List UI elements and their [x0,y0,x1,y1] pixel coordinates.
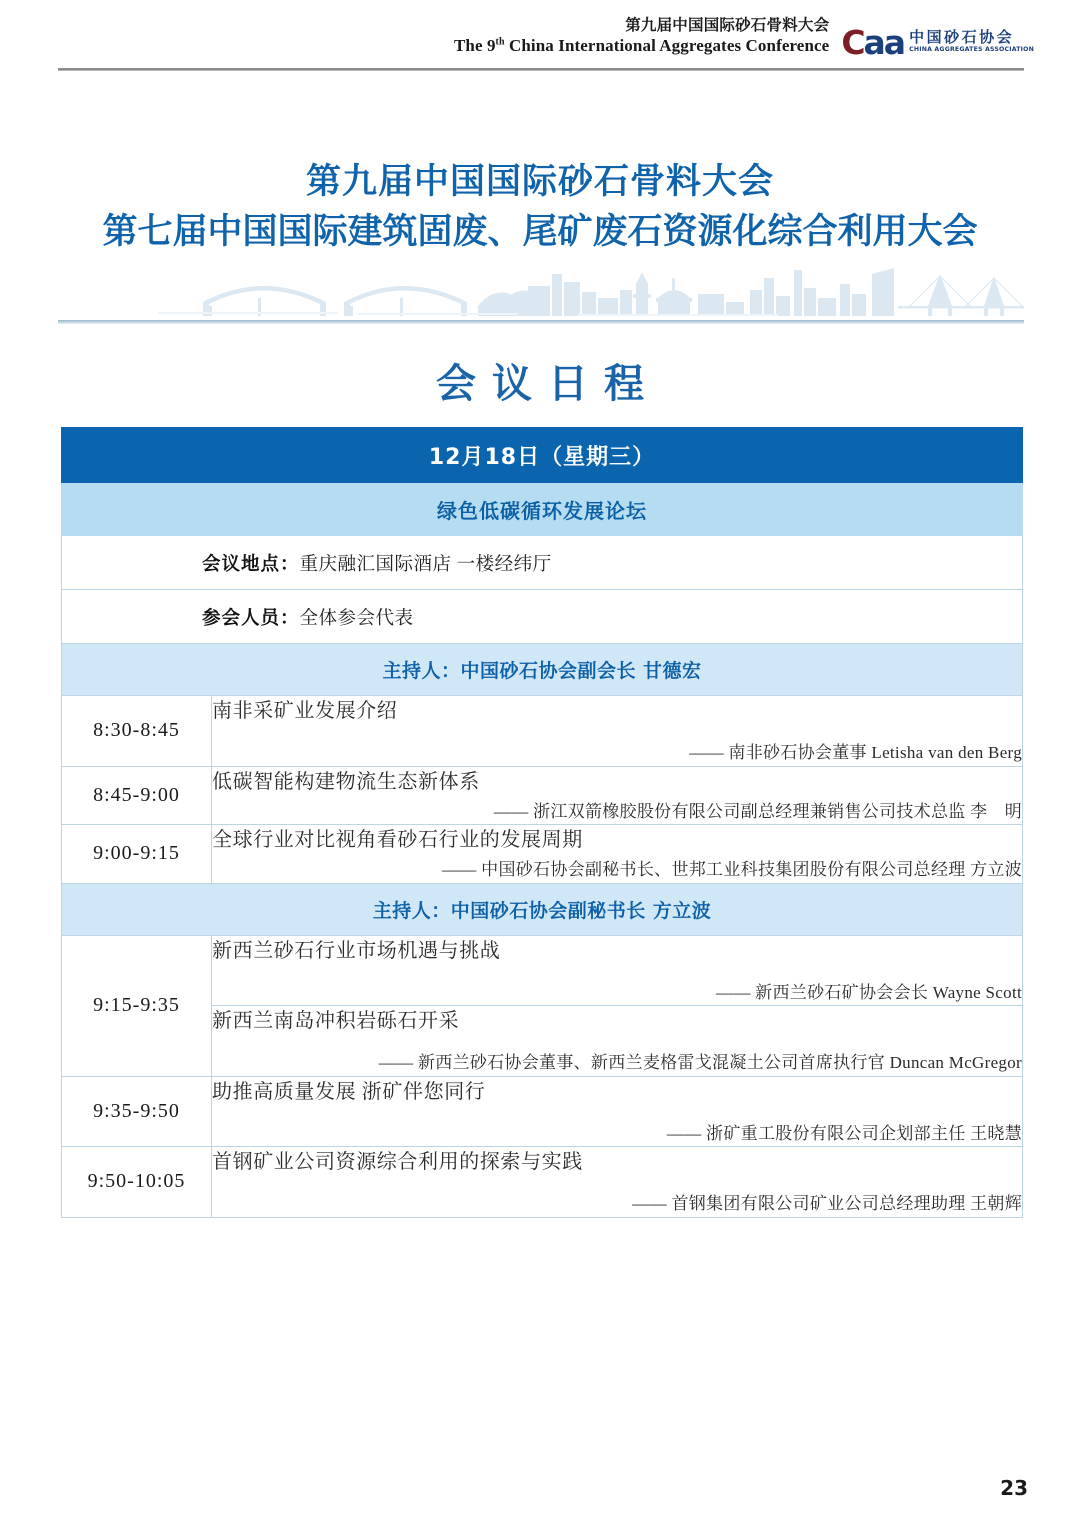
agenda-forum-label: 绿色低碳循环发展论坛 [437,498,647,523]
session-title: 低碳智能构建物流生态新体系 [212,770,480,793]
session-time: 9:50-10:05 [62,1147,212,1218]
skyline-svg [58,268,1024,318]
caa-logo-letters-aa: aa [863,22,905,62]
session-speaker: —— 南非砂石协会董事 Letisha van den Berg [689,743,1022,762]
agenda-session-row [62,825,1023,884]
agenda-host-cell-1 [62,644,1023,696]
agenda-session-row [62,1076,1023,1147]
page-title: 会议日程 [436,361,660,406]
agenda-host-cell-2 [62,883,1023,935]
caa-logo-mark-icon [841,22,905,62]
header-conference-title-en [454,35,829,56]
agenda-forum-cell [62,483,1023,536]
attendees-value: 全体参会代表 [299,608,414,629]
agenda-session-row [62,766,1023,825]
header-title-en-post: China International Aggregates Conference [504,36,830,56]
attendees-label: 参会人员： [202,607,300,629]
session-content [212,935,1023,1006]
session-content [212,696,1023,767]
session-speaker: —— 中国砂石协会副秘书长、世邦工业科技集团股份有限公司总经理 方立波 [442,860,1022,879]
header-divider [58,68,1024,71]
header-inner [453,16,1034,62]
session-time: 9:15-9:35 [62,935,212,1076]
banner-title-line2: 第七届中国国际建筑固废、尾矿废石资源化综合利用大会 [102,211,978,252]
session-title: 全球行业对比视角看砂石行业的发展周期 [212,829,583,851]
caa-logo-letter-c: C [841,22,864,62]
session-title: 首钢矿业公司资源综合利用的探索与实践 [212,1151,583,1173]
page-header [0,0,1080,72]
skyline-illustration [58,268,1024,318]
session-title: 助推高质量发展 浙矿伴您同行 [212,1080,486,1103]
session-time: 8:30-8:45 [62,696,212,767]
session-content [212,1006,1023,1077]
session-speaker: —— 浙矿重工股份有限公司企划部主任 王晓慧 [666,1123,1022,1143]
venue-label: 会议地点： [202,553,300,575]
agenda-host-row-2 [62,883,1023,935]
agenda-date-label: 12月18日（星期三） [428,444,656,470]
agenda-forum-row [62,483,1023,536]
skyline-divider [58,320,1024,324]
agenda-attendees-row [62,590,1023,644]
agenda-venue-cell [62,536,1023,590]
session-speaker: —— 浙江双箭橡胶股份有限公司副总经理兼销售公司技术总监 李 明 [493,801,1022,821]
header-conference-titles [454,16,829,57]
agenda-session-row [62,1147,1023,1218]
venue-value: 重庆融汇国际酒店 一楼经纬厅 [299,554,552,575]
session-content [212,825,1023,884]
header-title-en-ordinal: th [495,36,505,48]
session-content [212,1076,1023,1147]
agenda-attendees-cell [62,590,1023,644]
session-content [212,766,1023,825]
caa-logo-wordmark [909,31,1034,53]
banner-title-line1: 第九届中国国际砂石骨料大会 [305,162,774,202]
session-time: 8:45-9:00 [62,766,212,825]
session-speaker: —— 新西兰砂石协会董事、新西兰麦格雷戈混凝土公司首席执行官 Duncan McGregor [378,1053,1022,1072]
session-time: 9:35-9:50 [62,1076,212,1147]
session-time: 9:00-9:15 [62,825,212,884]
host-label-1: 主持人：中国砂石协会副会长 甘德宏 [382,660,702,682]
page-number: 23 [1000,1476,1028,1500]
header-title-en-pre: The 9 [453,36,496,56]
agenda-venue-row [62,536,1023,590]
host-label-2: 主持人：中国砂石协会副秘书长 方立波 [372,899,712,922]
session-title: 新西兰砂石行业市场机遇与挑战 [212,939,501,962]
session-title: 南非采矿业发展介绍 [212,700,398,722]
agenda-session-row [62,696,1023,767]
session-speaker: —— 首钢集团有限公司矿业公司总经理助理 王朝辉 [632,1194,1022,1213]
session-title: 新西兰南岛冲积岩砾石开采 [212,1010,460,1032]
session-speaker: —— 新西兰砂石矿协会会长 Wayne Scott [716,982,1022,1002]
session-content [212,1147,1023,1218]
caa-logo-org-en: CHINA AGGREGATES ASSOCIATION [909,46,1034,53]
agenda-session-row-grouped [62,935,1023,1006]
header-conference-title-cn: 第九届中国国际砂石骨料大会 [625,17,830,34]
agenda-date-header-row [62,428,1023,483]
caa-logo [841,22,1034,62]
agenda-table [61,427,1023,1218]
agenda-date-header-cell [62,428,1023,483]
banner-title [0,158,1080,257]
agenda-host-row-1 [62,644,1023,696]
caa-logo-org-cn: 中国砂石协会 [909,30,1015,46]
